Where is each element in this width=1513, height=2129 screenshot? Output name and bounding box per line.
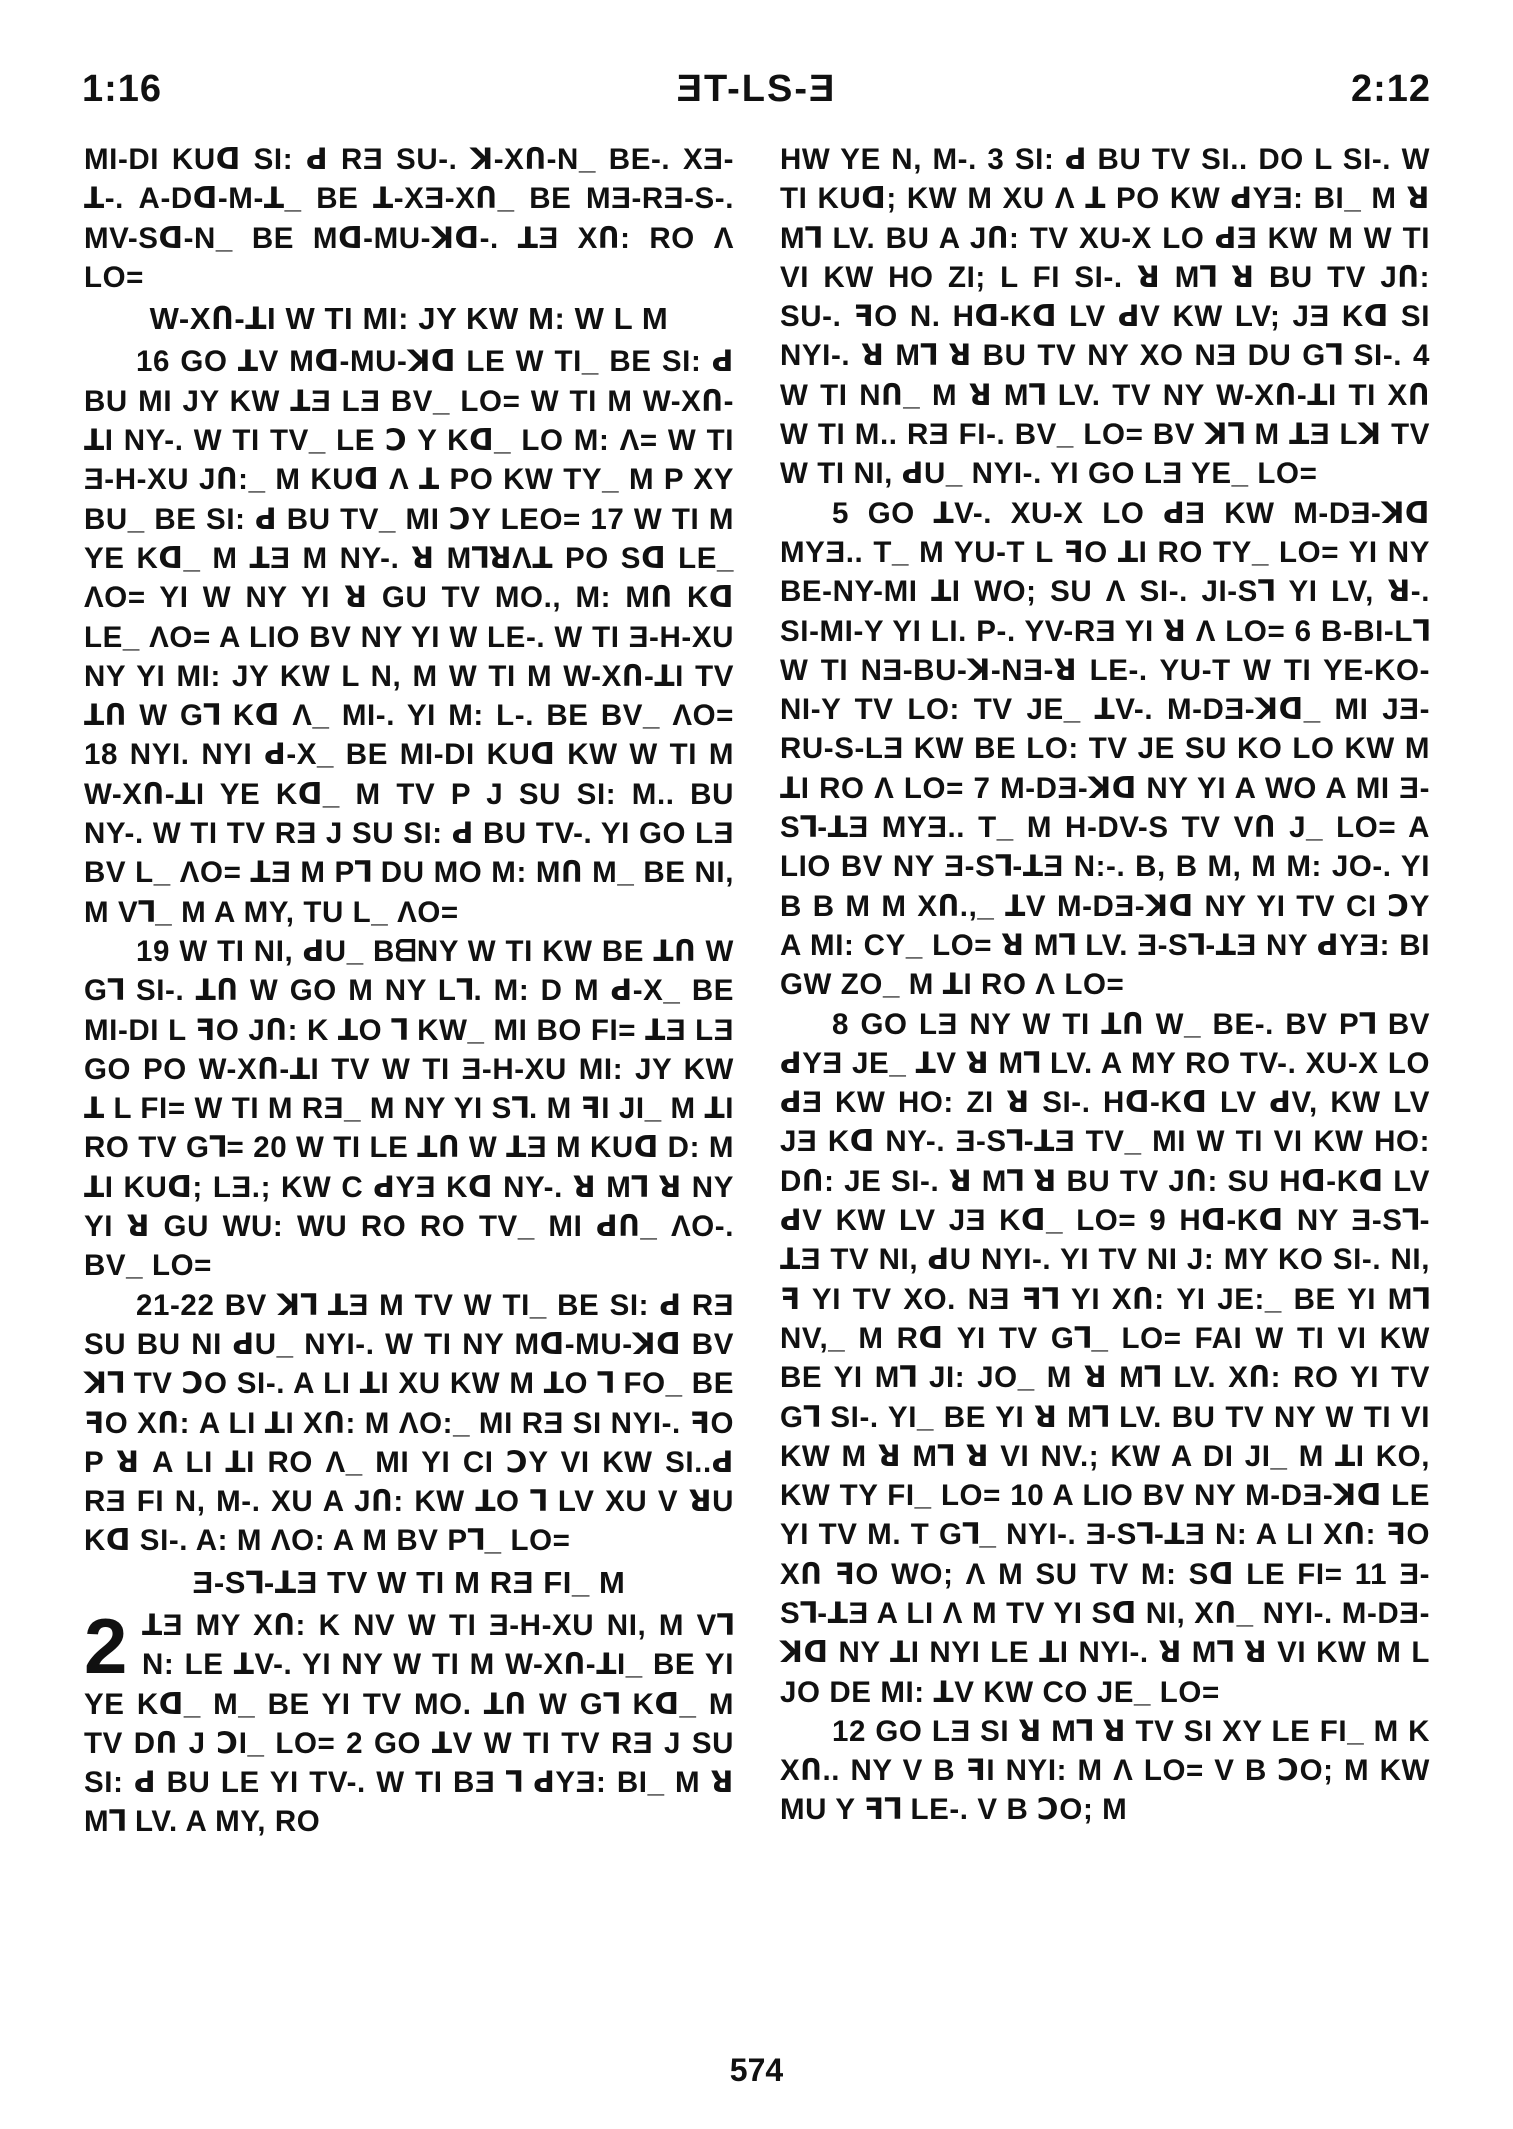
verse-text: Ǝ-Sꓶ-ꓕƎ A LI Λ M TV YI Sᗡ NI, XՈ_ NYI-. M-DƎ-ꓘᗡ NY ꓕI NYI LE ꓕI NYI-. ꓤ Mꓶ ꓤ VI KW M L JO DE MI: ꓕV KW CO JE_ LO= <box>780 1557 1431 1709</box>
verse-number: 19 <box>136 934 171 968</box>
verse-text: GO LƎ NY W TI ꓕՈ W_ BE-. BV Pꓶ BV ꓒYƎ JE_ ꓕV ꓤ Mꓶ LV. A MY RO TV-. XU-X LO ꓒƎ KW HO: ZI ꓤ SI-. Hᗡ-Kᗡ LV ꓒV, KW LV JƎ Kᗡ NY-. Ǝ-Sꓶ-ꓕƎ TV_ MI W TI VI KW HO: DՈ: JE SI-. ꓤ Mꓶ ꓤ BU TV JՈ: SU Hᗡ-Kᗡ LV ꓒV KW LV JƎ Kᗡ_ LO= <box>780 1007 1430 1238</box>
verse-number: 20 <box>253 1131 288 1165</box>
verse-text: W TI NՈ_ M ꓤ Mꓶ LV. TV NY W-XՈ-ꓕI TI XՈ W TI M.. RƎ FI-. BV_ LO= BV ꓘꓶ M ꓕƎ Lꓘ TV W TI NI, ꓒU_ NYI-. YI GO LƎ YE_ LO= <box>780 378 1430 491</box>
verse-paragraph <box>84 932 734 1286</box>
chapter-number: 2 <box>84 1601 128 1690</box>
page-number: 574 <box>729 2052 784 2088</box>
verse-text: M-DƎ-ꓘᗡ NY YI A WO A MI Ǝ-Sꓶ-ꓕƎ MYƎ.. T_ M H-DV-S TV VՈ J_ LO= A LIO BV NY Ǝ-Sꓶ-ꓕƎ N:-. B, B M, M M: JO-. YI B B M M XՈ.,_ ꓕV M-DƎ-ꓘᗡ NY YI TV CI ↃY A MI: CY_ LO= ꓤ Mꓶ LV. Ǝ-Sꓶ-ꓕƎ NY ꓒYƎ: BI GW ZO_ M ꓕI RO Λ LO= <box>780 771 1430 1002</box>
chapter-verse-ref-right: 2:12 <box>1350 68 1431 110</box>
section-heading: W-XՈ-ꓕI W TI MI: JY KW M: W L M <box>149 301 669 337</box>
verse-text: BV ꓘꓶ ꓕƎ M TV W TI_ BE SI: ꓒ RƎ SU BU NI ꓒU_ NYI-. W TI NY Mᗡ-MU-ꓘᗡ BV ꓘꓶ TV ↃO SI-. A LI ꓕI XU KW M ꓕO ꓶ FO_ BE ꟻO XՈ: A LI ꓕI XՈ: M ΛO:_ MI RƎ SI NYI-. ꟻO P ꓤ A LI ꓕI RO Λ_ MI YI CI ↃY VI KW SI..ꓒ RƎ FI N, M-. XU A JՈ: KW ꓕO ꓶ LV XU V ꓤU Kᗡ SI-. A: M ΛO: A M BV Pꓶ_ LO= <box>84 1288 734 1558</box>
verse-text: SI: ꓒ BU TV SI.. DO L SI-. W TI KUᗡ; KW M XU Λ ꓕ PO KW ꓒYƎ: BI_ M ꓤ Mꓶ LV. BU A JՈ: TV XU-X LO ꓒƎ KW M W TI VI KW HO ZI; L FI SI-. ꓤ Mꓶ ꓤ BU TV JՈ: SU-. ꟻO N. Hᗡ-Kᗡ LV ꓒV KW LV; JƎ Kᗡ SI NYI-. ꓤ Mꓶ ꓤ BU TV NY XO NƎ DU Gꓶ SI-. <box>780 143 1431 373</box>
verse-number: 2 <box>346 1726 364 1760</box>
verse-text: A LIO BV NY M-DƎ-ꓘᗡ LE YI TV M. T Gꓶ_ NYI-. Ǝ-Sꓶ-ꓕƎ N: A LI XՈ: ꟻO XՈ ꟻO WO; Λ M SU TV M: Sᗡ LE FI= <box>780 1479 1431 1591</box>
verse-number: 3 <box>987 143 1005 176</box>
chapter-verse-ref-left: 1:16 <box>82 68 163 110</box>
verse-number: 21-22 <box>136 1288 215 1322</box>
verse-text: GO LƎ SI ꓤ Mꓶ ꓤ TV SI XY LE FI_ M K XՈ.. NY V B ꟻI NYI: M Λ LO= V B ↃO; M KW MU Y ꟻꓶ LE-. V B ↃO; M <box>780 1714 1431 1827</box>
verse-number: 17 <box>590 502 625 536</box>
verse-text: W TI NI, ꓒU_ BᗺNY W TI KW BE ꓕՈ W Gꓶ SI-. ꓕՈ W GO M NY Lꓶ. M: D M ꓒ-X_ BE MI-DI L ꟻO JՈ: K ꓕO ꓶ KW_ MI BO FI= ꓕƎ LƎ GO PO W-XՈ-ꓕI TV W TI Ǝ-H-XU MI: JY KW ꓕ L FI= W TI M RƎ_ M NY YI Sꓶ. M ꟻI JI_ M ꓕI RO TV Gꓶ= <box>84 934 734 1165</box>
verse-text: GO ꓕV Mᗡ-MU-ꓘᗡ LE W TI_ BE SI: ꓒ BU MI JY KW ꓕƎ LƎ BV_ LO= W TI M W-XՈ-ꓕI NY-. W TI TV_ LE Ↄ Y Kᗡ_ LO M: Λ= W TI Ǝ-H-XU JՈ:_ M KUᗡ Λ ꓕ PO KW TY_ M P XY BU_ BE SI: ꓒ BU TV_ MI ↃY LEO= <box>84 345 734 536</box>
verse-number: 16 <box>136 345 171 379</box>
verse-text: HW YE N, M-. <box>780 143 977 176</box>
right-text-column <box>780 140 1430 1830</box>
verse-number: 9 <box>1149 1204 1167 1238</box>
verse-paragraph <box>780 1005 1430 1712</box>
verse-number: 11 <box>1354 1557 1388 1591</box>
verse-number: 5 <box>832 496 850 530</box>
verse-text: GO ꓕV W TI TV RƎ J SU SI: ꓒ BU LE YI TV-. W TI BƎ ꓶ ꓒYƎ: BI_ M ꓤ Mꓶ LV. A MY, RO <box>84 1726 734 1839</box>
verse-text: W TI M YE Kᗡ_ M ꓕƎ M NY-. ꓤ MꓶꓤΛꓕ PO Sᗡ LE_ ΛO= YI W NY YI ꓤ GU TV MO., M: MՈ Kᗡ LE_ ΛO= A LIO BV NY YI W LE-. W TI Ǝ-H-XU NY YI MI: JY KW L N, M W TI M W-XՈ-ꓕI TV ꓕՈ W Gꓶ Kᗡ Λ_ MI-. YI M: L-. BE BV_ ΛO= <box>84 502 735 733</box>
verse-text: B-BI-Lꓶ W TI NƎ-BU-ꓘ-NƎ-ꓤ LE-. YU-T W TI YE-KO-NI-Y TV LO: TV JE_ ꓕV-. M-DƎ-ꓘᗡ_ MI JƎ-RU-S-LƎ KW BE LO: TV JE SU KO LO KW M ꓕI RO Λ LO= <box>780 614 1431 805</box>
verse-paragraph <box>780 1712 1430 1830</box>
verse-number: 7 <box>973 771 991 805</box>
verse-number: 18 <box>84 738 119 772</box>
verse-paragraph <box>84 1286 734 1561</box>
verse-paragraph <box>780 494 1430 1005</box>
verse-number: 8 <box>832 1007 850 1041</box>
verse-text: ꓕƎ MY XՈ: K NV W TI Ǝ-H-XU NI, M Vꓶ N: LE ꓕV-. YI NY W TI M W-XՈ-ꓕI_ BE YI YE Kᗡ_ M_ BE YI TV MO. ꓕՈ W Gꓶ Kᗡ_ M TV DՈ J ↃI_ LO= <box>84 1608 734 1760</box>
verse-number: 12 <box>832 1714 867 1748</box>
verse-text: Hᗡ-Kᗡ NY Ǝ-Sꓶ-ꓕƎ TV NI, ꓒU NYI-. YI TV NI J: MY KO SI-. NI, ꟻ YI TV XO. NƎ ꟻꓶ YI XՈ: YI JE:_ BE YI Mꓶ NV,_ M Rᗡ YI TV Gꓶ_ LO= FAI W TI VI KW BE YI Mꓶ JI: JO_ M ꓤ Mꓶ LV. XՈ: RO YI TV Gꓶ SI-. YI_ BE YI ꓤ Mꓶ LV. BU TV NY W TI VI KW M ꓤ Mꓶ ꓤ VI NV.; KW A DI JI_ M ꓕI KO, KW TY FI_ LO= <box>780 1204 1430 1513</box>
chapter-paragraph <box>84 1601 734 1842</box>
left-text-column <box>84 140 734 1842</box>
verse-paragraph <box>84 342 734 931</box>
verse-number: 10 <box>1010 1479 1045 1513</box>
verse-text: W TI LE ꓕՈ W ꓕƎ M KUᗡ D: M ꓕI KUᗡ; LƎ.; KW C ꓒYƎ Kᗡ NY-. ꓤ Mꓶ ꓤ NY YI ꓤ GU WU: WU RO RO TV_ MI ꓒՈ_ ΛO-. BV_ LO= <box>84 1131 734 1283</box>
verse-number: 4 <box>1413 339 1431 373</box>
verse-paragraph <box>780 140 1430 494</box>
verse-text: NYI. NYI ꓒ-X_ BE MI-DI KUᗡ KW W TI M W-XՈ-ꓕI YE Kᗡ_ M TV P J SU SI: M.. BU NY-. W TI TV RƎ J SU SI: ꓒ BU TV-. YI GO LƎ BV L_ ΛO= ꓕƎ M Pꓶ DU MO M: MՈ M_ BE NI, M Vꓶ_ M A MY, TU L_ ΛO= <box>84 738 735 929</box>
verse-text: GO ꓕV-. XU-X LO ꓒƎ KW M-DƎ-ꓘᗡ MYƎ.. T_ M YU-T L ꟻO ꓕI RO TY_ LO= YI NY BE-NY-MI ꓕI WO; SU Λ SI-. JI-Sꓶ YI LV, ꓤ-. SI-MI-Y YI LI. P-. YV-RƎ YI ꓤ Λ LO= <box>780 496 1430 648</box>
section-heading: Ǝ-Sꓶ-ꓕƎ TV W TI M RƎ FI_ M <box>192 1564 626 1600</box>
running-title: ƎT-LS-Ǝ <box>676 68 837 110</box>
paragraph: MI-DI KUᗡ SI: ꓒ RƎ SU-. ꓘ-XՈ-N_ BE-. XƎ-ꓕ-. A-Dᗡ-M-ꓕ_ BE ꓕ-XƎ-XՈ_ BE MƎ-RƎ-S-. MV-Sᗡ-N_ BE Mᗡ-MU-ꓘᗡ-. ꓕƎ XՈ: RO Λ LO= <box>84 143 734 294</box>
verse-number: 6 <box>1294 614 1312 648</box>
